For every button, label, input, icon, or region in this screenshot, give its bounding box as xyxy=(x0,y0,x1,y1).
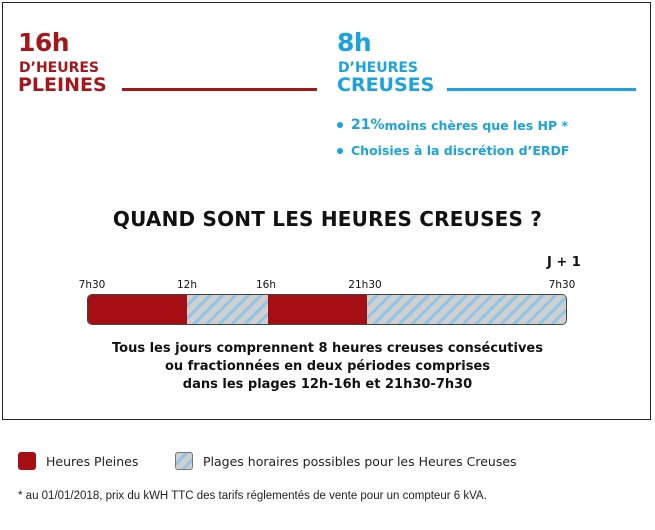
legend-item-creuses xyxy=(175,452,517,470)
footnote: * au 01/01/2018, prix du kWH TTC des tarifs réglementés de vente pour un compteur 6 kVA. xyxy=(18,490,487,502)
hp-line2: PLEINES xyxy=(18,74,107,96)
timeline-bar xyxy=(87,294,567,325)
caption-line: Tous les jours comprennent 8 heures creuses consécutives xyxy=(112,341,543,356)
hc-line2: CREUSES xyxy=(337,74,435,96)
tick-label: 7h30 xyxy=(78,279,106,291)
legend-swatch-pleines xyxy=(18,452,36,470)
timeline-caption xyxy=(0,340,655,394)
hc-bullet-item xyxy=(337,117,569,133)
next-day-label: J + 1 xyxy=(547,255,581,270)
hc-bullet-pct: 21% xyxy=(351,117,385,133)
tick-label: 7h30 xyxy=(548,279,576,291)
hc-line1: D’HEURES xyxy=(338,60,419,76)
segment-heures-pleines xyxy=(268,295,367,324)
segment-heures-creuses-possible xyxy=(367,295,566,324)
hc-hours: 8h xyxy=(337,28,372,57)
legend-label-creuses: Plages horaires possibles pour les Heures Creuses xyxy=(203,453,517,469)
hc-bullet-item xyxy=(337,143,569,158)
hc-bullet-list xyxy=(337,117,569,168)
caption-line: dans les plages 12h-16h et 21h30-7h30 xyxy=(182,377,473,392)
tick-label: 12h xyxy=(176,279,198,291)
segment-heures-creuses-possible xyxy=(187,295,268,324)
caption-line: ou fractionnées en deux périodes comprises xyxy=(164,359,491,374)
hc-rule xyxy=(447,88,636,91)
hc-bullet-text: Choisies à la discrétion d’ERDF xyxy=(351,143,570,158)
hc-bullet-text: moins chères que les HP * xyxy=(384,117,569,133)
timeline-question: QUAND SONT LES HEURES CREUSES ? xyxy=(112,207,543,231)
legend-item-pleines xyxy=(18,452,138,470)
hp-hours: 16h xyxy=(18,28,70,57)
tick-label: 21h30 xyxy=(348,279,382,291)
bullet-dot-icon xyxy=(337,122,343,128)
legend-label-pleines: Heures Pleines xyxy=(46,453,139,469)
bullet-dot-icon xyxy=(337,148,343,154)
hp-rule xyxy=(122,88,317,91)
hp-line1: D’HEURES xyxy=(19,60,100,76)
legend-swatch-creuses xyxy=(175,452,193,470)
tick-label: 16h xyxy=(255,279,277,291)
segment-heures-pleines xyxy=(88,295,187,324)
